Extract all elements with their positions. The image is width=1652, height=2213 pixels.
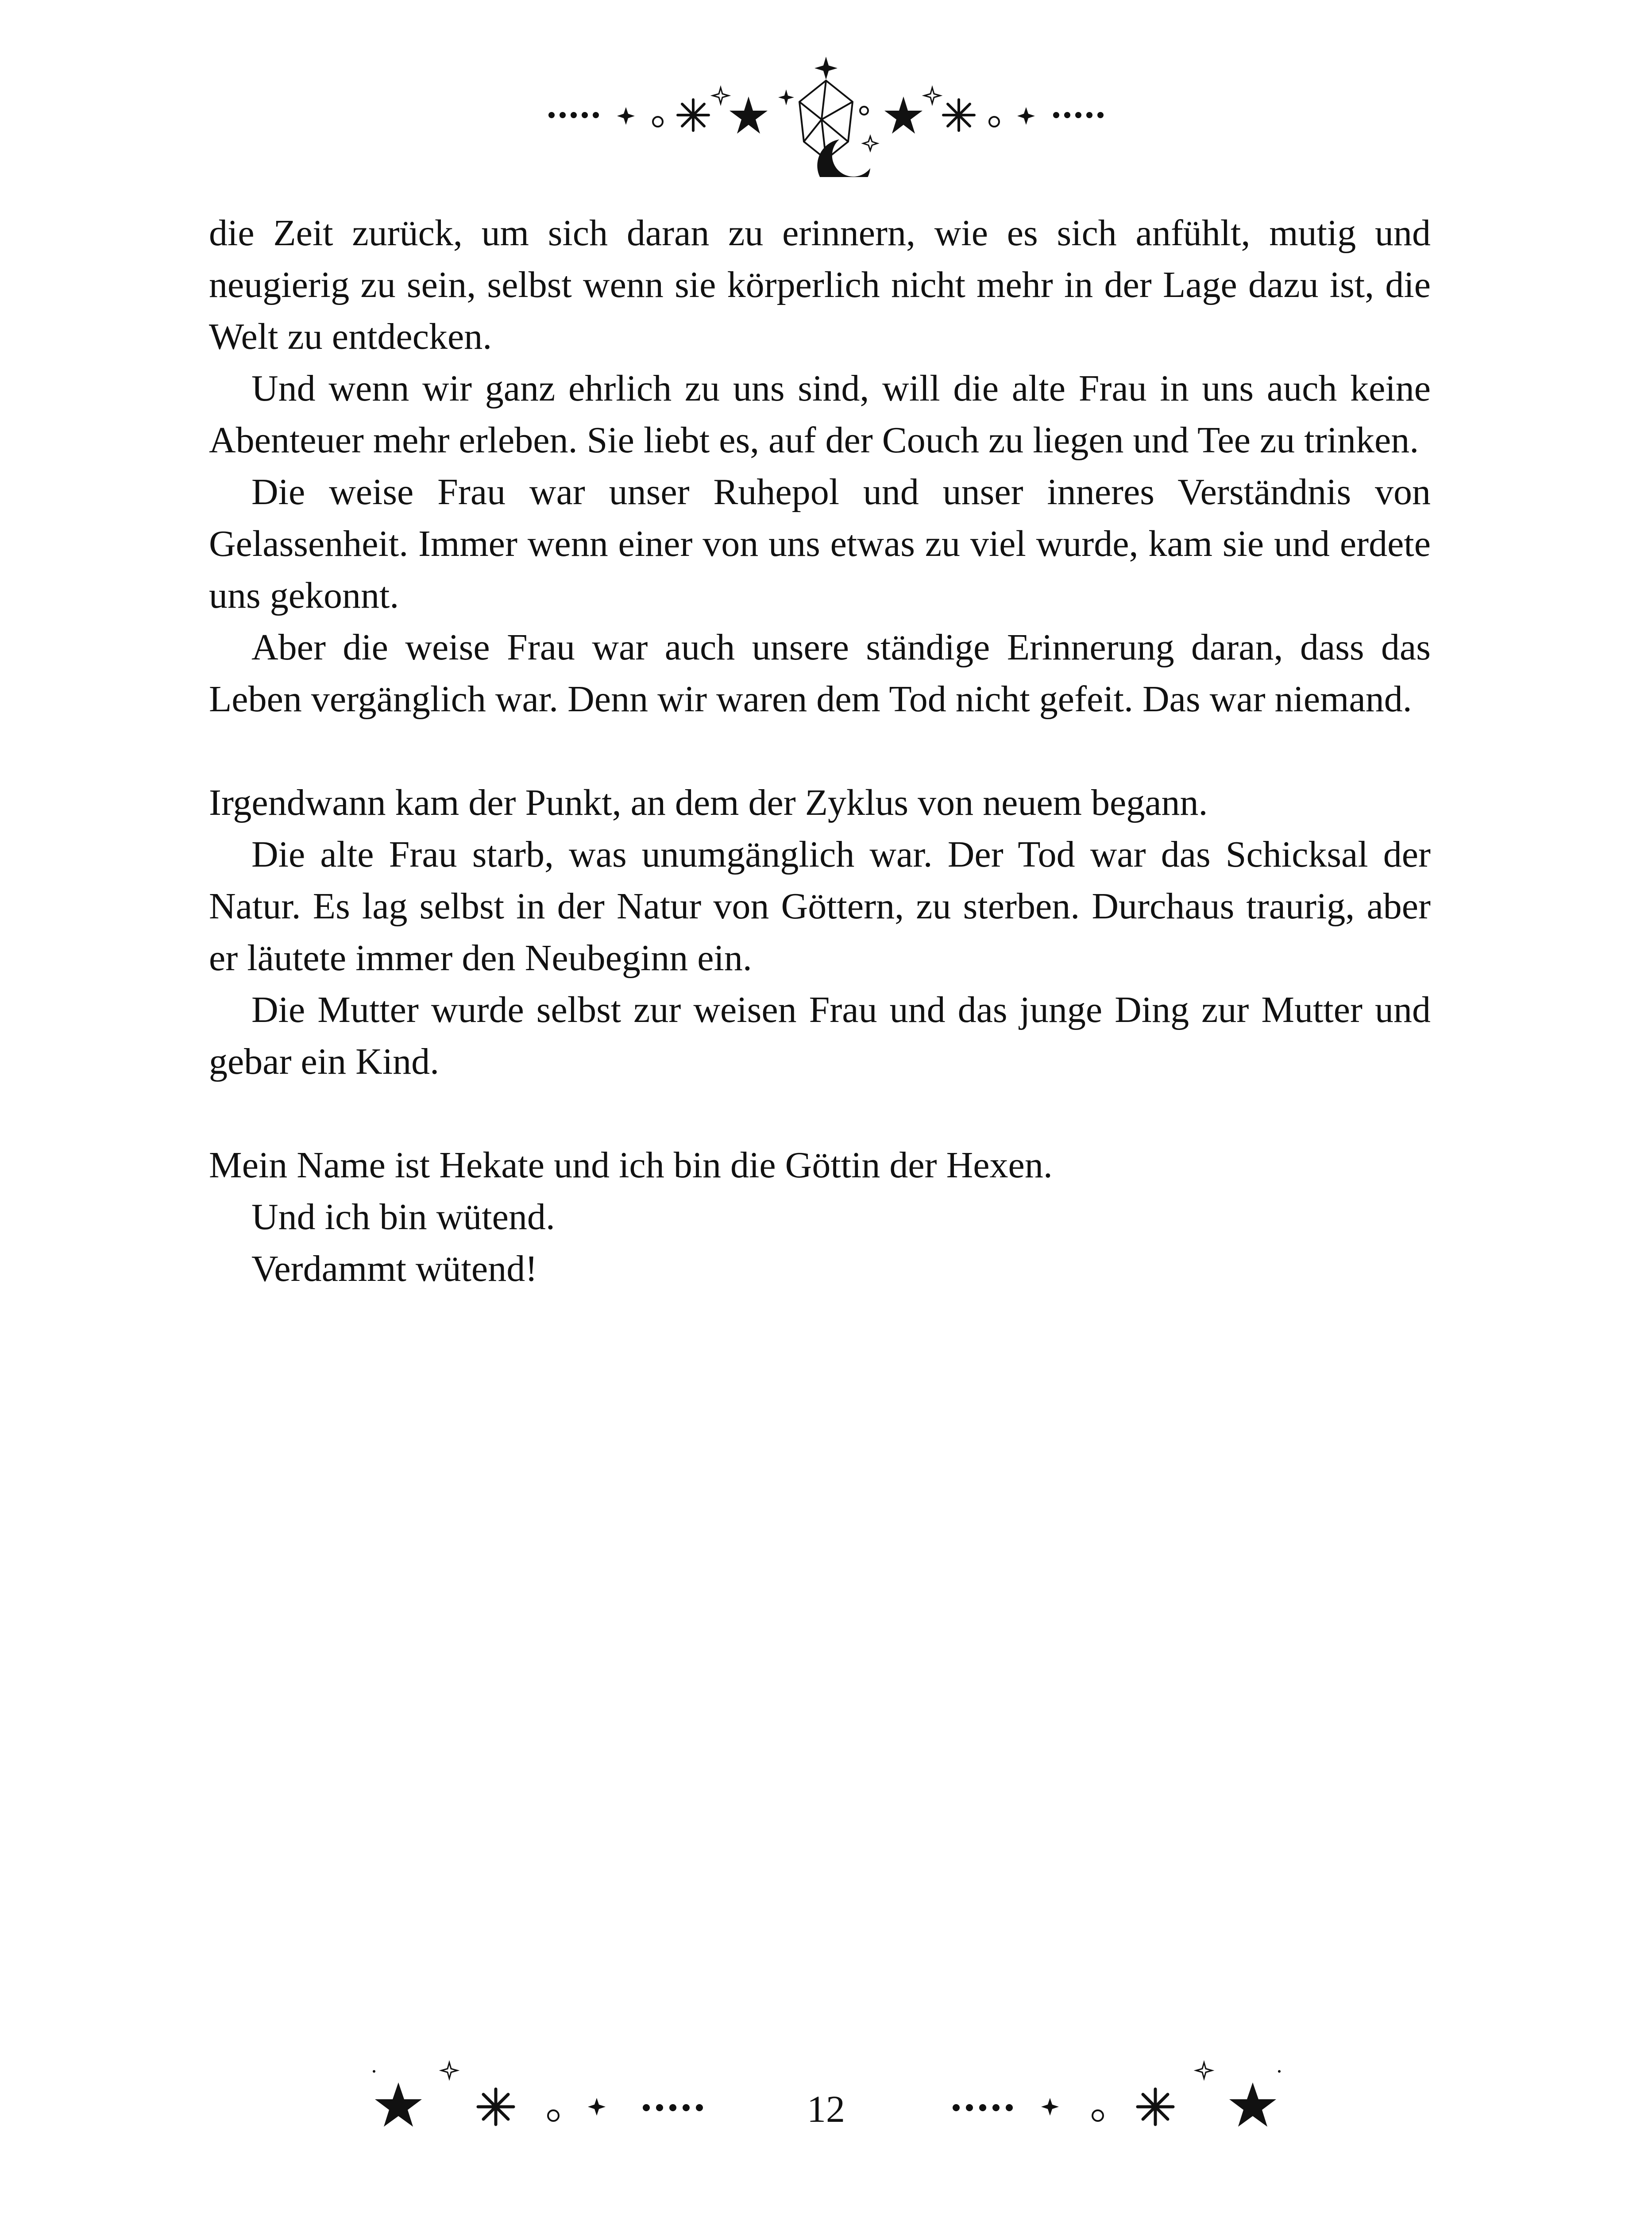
paragraph: Irgendwann kam der Punkt, an dem der Zyklus von neuem begann. xyxy=(209,782,1208,823)
paragraph: Die weise Frau war unser Ruhepol und unser inneres Verständnis von Gelassenheit. Immer wenn einer von uns etwas zu viel wurde, kam sie und erdete uns gekonnt. xyxy=(209,471,1431,616)
paragraph: Verdammt wütend! xyxy=(251,1248,538,1289)
paragraph: Und wenn wir ganz ehrlich zu uns sind, will die alte Frau in uns auch keine Abenteuer mehr erleben. Sie liebt es, auf der Couch zu liegen und Tee zu trinken. xyxy=(209,368,1431,461)
crystal-moon-ornament-icon xyxy=(516,53,1136,177)
paragraph: Mein Name ist Hekate und ich bin die Göttin der Hexen. xyxy=(209,1145,1053,1186)
page-number: 12 xyxy=(807,2088,845,2130)
body-text xyxy=(209,207,1431,1295)
paragraph: Und ich bin wütend. xyxy=(251,1196,555,1238)
paragraph: Die alte Frau starb, was unumgänglich war. Der Tod war das Schicksal der Natur. Es lag selbst in der Natur von Göttern, zu sterben. Durchaus traurig, aber er läutete immer den Neubeginn ein. xyxy=(209,834,1431,979)
paragraph: die Zeit zurück, um sich daran zu erinnern, wie es sich anfühlt, mutig und neugierig zu sein, selbst wenn sie körperlich nicht mehr in der Lage dazu ist, die Welt zu entdecken. xyxy=(209,212,1431,357)
paragraph: Die Mutter wurde selbst zur weisen Frau und das junge Ding zur Mutter und gebar ein Kind. xyxy=(209,989,1431,1082)
paragraph: Aber die weise Frau war auch unsere ständige Erinnerung daran, dass das Leben vergänglich war. Denn wir waren dem Tod nicht gefeit. Das war niemand. xyxy=(209,627,1431,720)
